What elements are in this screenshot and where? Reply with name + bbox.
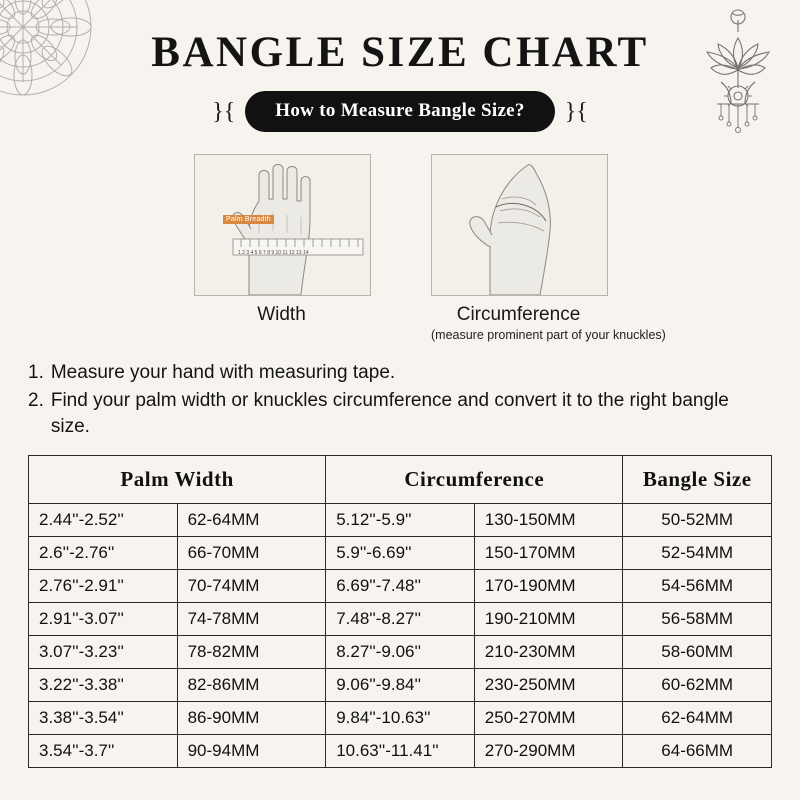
header-bangle-size: Bangle Size xyxy=(623,455,772,503)
cell-circ-in: 8.27''-9.06'' xyxy=(326,635,475,668)
instruction-item xyxy=(28,388,770,440)
cell-circ-in: 9.84''-10.63'' xyxy=(326,701,475,734)
cell-bangle-size: 64-66MM xyxy=(623,734,772,767)
page-title: BANGLE SIZE CHART xyxy=(151,29,649,76)
cell-circ-in: 7.48''-8.27'' xyxy=(326,602,475,635)
swirl-right-icon: }{ xyxy=(564,98,588,125)
circumference-caption: Circumference xyxy=(456,304,581,325)
cell-bangle-size: 60-62MM xyxy=(623,668,772,701)
cell-circ-in: 6.69''-7.48'' xyxy=(326,569,475,602)
swirl-left-icon: }{ xyxy=(212,98,236,125)
step-number: 2. xyxy=(28,390,44,412)
header-palm-width: Palm Width xyxy=(29,455,326,503)
step-text: Measure your hand with measuring tape. xyxy=(50,362,396,383)
table-row xyxy=(29,635,772,668)
cell-width-in: 2.6''-2.76'' xyxy=(29,536,178,569)
width-photo xyxy=(194,154,371,296)
table-row xyxy=(29,536,772,569)
palm-breadth-label: Palm Breadth xyxy=(223,215,274,224)
cell-circ-mm: 130-150MM xyxy=(474,503,623,536)
step-text: Find your palm width or knuckles circumference and convert it to the right bangle size. xyxy=(50,390,729,438)
cell-circ-mm: 150-170MM xyxy=(474,536,623,569)
circumference-illustration-block xyxy=(431,154,666,342)
instruction-item xyxy=(28,360,770,386)
size-table xyxy=(28,455,772,768)
width-caption: Width xyxy=(257,304,306,325)
cell-bangle-size: 62-64MM xyxy=(623,701,772,734)
table-row xyxy=(29,602,772,635)
cell-width-mm: 86-90MM xyxy=(177,701,326,734)
cell-circ-in: 5.9''-6.69'' xyxy=(326,536,475,569)
cell-width-in: 2.44''-2.52'' xyxy=(29,503,178,536)
table-row xyxy=(29,668,772,701)
cell-circ-in: 9.06''-9.84'' xyxy=(326,668,475,701)
cell-circ-mm: 250-270MM xyxy=(474,701,623,734)
cell-width-mm: 82-86MM xyxy=(177,668,326,701)
cell-circ-in: 5.12''-5.9'' xyxy=(326,503,475,536)
cell-width-mm: 90-94MM xyxy=(177,734,326,767)
cell-width-mm: 78-82MM xyxy=(177,635,326,668)
cell-width-mm: 70-74MM xyxy=(177,569,326,602)
header-circumference: Circumference xyxy=(326,455,623,503)
how-to-measure-row xyxy=(0,91,800,132)
circumference-photo xyxy=(431,154,608,296)
cell-bangle-size: 50-52MM xyxy=(623,503,772,536)
cell-circ-in: 10.63''-11.41'' xyxy=(326,734,475,767)
ruler-tick-labels: 1 2 3 4 5 6 7 8 9 10 11 12 13 14 xyxy=(238,250,309,256)
cell-bangle-size: 56-58MM xyxy=(623,602,772,635)
cell-width-mm: 74-78MM xyxy=(177,602,326,635)
cell-circ-mm: 210-230MM xyxy=(474,635,623,668)
cell-width-in: 3.22''-3.38'' xyxy=(29,668,178,701)
cell-width-in: 3.54''-3.7'' xyxy=(29,734,178,767)
table-row xyxy=(29,734,772,767)
cell-bangle-size: 54-56MM xyxy=(623,569,772,602)
measurement-illustrations xyxy=(0,154,800,342)
cell-circ-mm: 270-290MM xyxy=(474,734,623,767)
cell-width-in: 2.76''-2.91'' xyxy=(29,569,178,602)
cell-width-in: 3.07''-3.23'' xyxy=(29,635,178,668)
cell-circ-mm: 230-250MM xyxy=(474,668,623,701)
circumference-subcaption: (measure prominent part of your knuckles) xyxy=(431,328,666,342)
cell-width-mm: 62-64MM xyxy=(177,503,326,536)
table-row xyxy=(29,569,772,602)
table-row xyxy=(29,503,772,536)
cell-circ-mm: 190-210MM xyxy=(474,602,623,635)
how-to-measure-pill: How to Measure Bangle Size? xyxy=(245,91,554,132)
cell-width-mm: 66-70MM xyxy=(177,536,326,569)
table-row xyxy=(29,701,772,734)
step-number: 1. xyxy=(28,362,44,383)
cell-circ-mm: 170-190MM xyxy=(474,569,623,602)
cell-bangle-size: 58-60MM xyxy=(623,635,772,668)
width-illustration-block xyxy=(194,154,369,342)
table-header-row xyxy=(29,455,772,503)
cell-bangle-size: 52-54MM xyxy=(623,536,772,569)
cell-width-in: 3.38''-3.54'' xyxy=(29,701,178,734)
cell-width-in: 2.91''-3.07'' xyxy=(29,602,178,635)
instructions-list xyxy=(28,360,770,441)
